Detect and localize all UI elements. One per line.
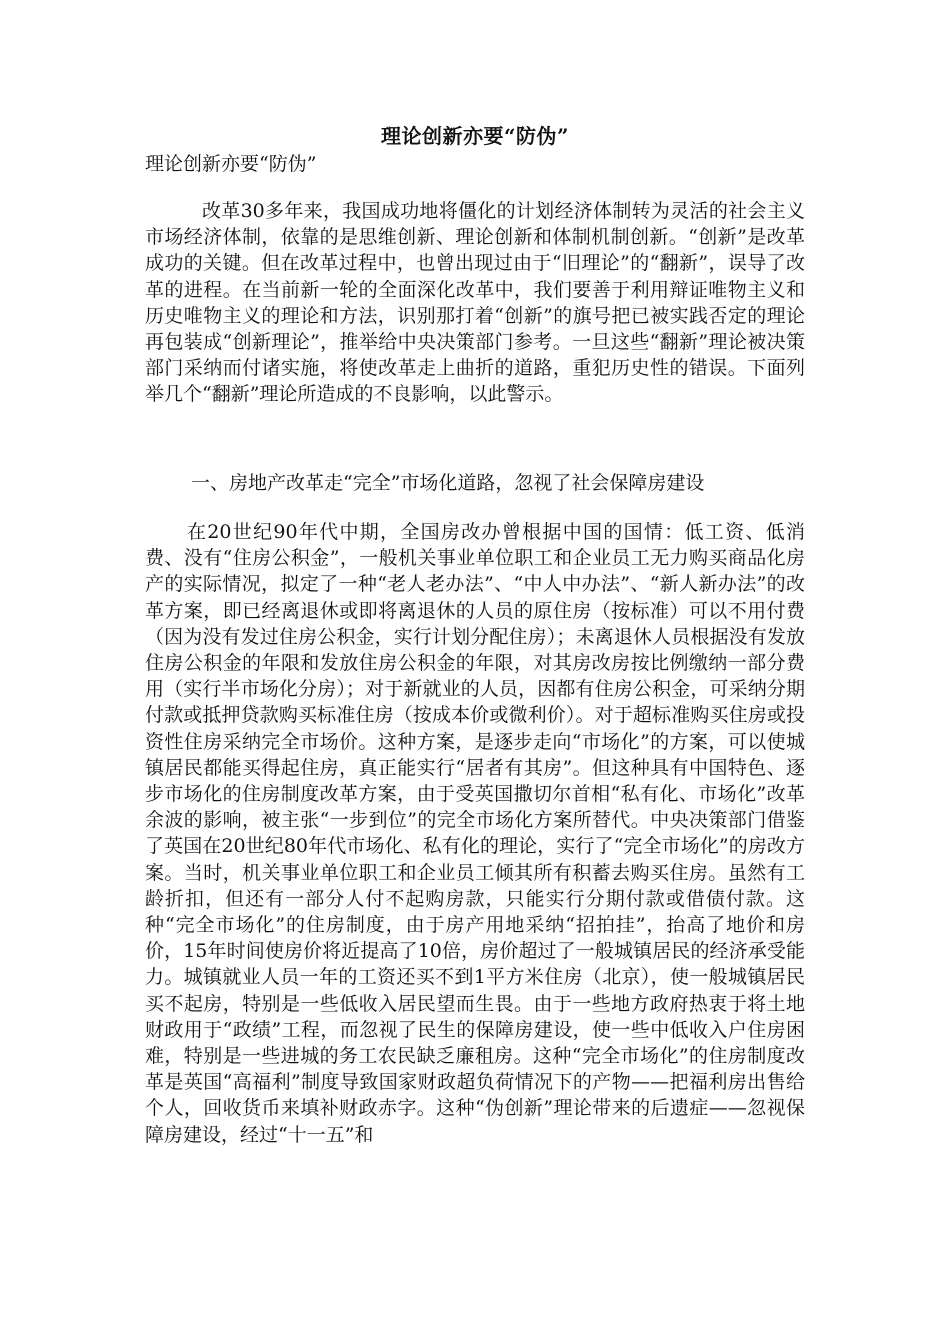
document-subtitle: 理论创新亦要“防伪”	[145, 153, 317, 175]
paragraph-intro: 改革30多年来，我国成功地将僵化的计划经济体制转为灵活的社会主义市场经济体制，依靠的是思维创新、理论创新和体制机制创新。“创新”是改革成功的关键。但在改革过程中，也曾出现过由于“旧理论”的“翻新”，误导了改革的进程。在当前新一轮的全面深化改革中，我们要善于利用辩证唯物主义和历史唯物主义的理论和方法，识别那打着“创新”的旗号把已被实践否定的理论再包装成“创新理论”，推举给中央决策部门参考。一旦这些“翻新”理论被决策部门采纳而付诸实施，将使改革走上曲折的道路，重犯历史性的错误。下面列举几个“翻新”理论所造成的不良影响，以此警示。	[145, 200, 805, 406]
document-title: 理论创新亦要“防伪”	[380, 124, 569, 148]
paragraph-housing-reform: 在20世纪90年代中期，全国房改办曾根据中国的国情：低工资、低消费、没有“住房公积金”，一般机关事业单位职工和企业员工无力购买商品化房产的实际情况，拟定了一种“老人老办法”、“中人中办法”、“新人新办法”的改革方案，即已经离退休或即将离退休的人员的原住房（按标准）可以不用付费（因为没有发过住房公积金，实行计划分配住房）；未离退休人员根据没有发放住房公积金的年限和发放住房公积金的年限，对其房改房按比例缴纳一部分费用（实行半市场化分房）；对于新就业的人员，因都有住房公积金，可采纳分期付款或抵押贷款购买标准住房（按成本价或微利价）。对于超标准购买住房或投资性住房采纳完全市场价。这种方案，是逐步走向“市场化”的方案，可以使城镇居民都能买得起住房，真正能实行“居者有其房”。但这种具有中国特色、逐步市场化的住房制度改革方案，由于受英国撒切尔首相“私有化、市场化”改革余波的影响，被主张“一步到位”的完全市场化方案所替代。中央决策部门借鉴了英国在20世纪80年代市场化、私有化的理论，实行了“完全市场化”的房改方案。当时，机关事业单位职工和企业员工倾其所有积蓄去购买住房。虽然有工龄折扣，但还有一部分人付不起购房款，只能实行分期付款或借债付款。这种“完全市场化”的住房制度，由于房产用地采纳“招拍挂”，抬高了地价和房价，15年时间使房价将近提高了10倍，房价超过了一般城镇居民的经济承受能力。城镇就业人员一年的工资还买不到1平方米住房（北京），使一般城镇居民买不起房，特别是一些低收入居民望而生畏。由于一些地方政府热衷于将土地财政用于“政绩”工程，而忽视了民生的保障房建设，使一些中低收入户住房困难，特别是一些进城的务工农民缺乏廉租房。这种“完全市场化”的住房制度改革是英国“高福利”制度导致国家财政超负荷情况下的产物——把福利房出售给个人，回收货币来填补财政赤字。这种“伪创新”理论带来的后遗症——忽视保障房建设，经过“十一五”和	[145, 521, 805, 1146]
section-heading-1: 一、房地产改革走“完全”市场化道路，忽视了社会保障房建设	[191, 472, 705, 494]
